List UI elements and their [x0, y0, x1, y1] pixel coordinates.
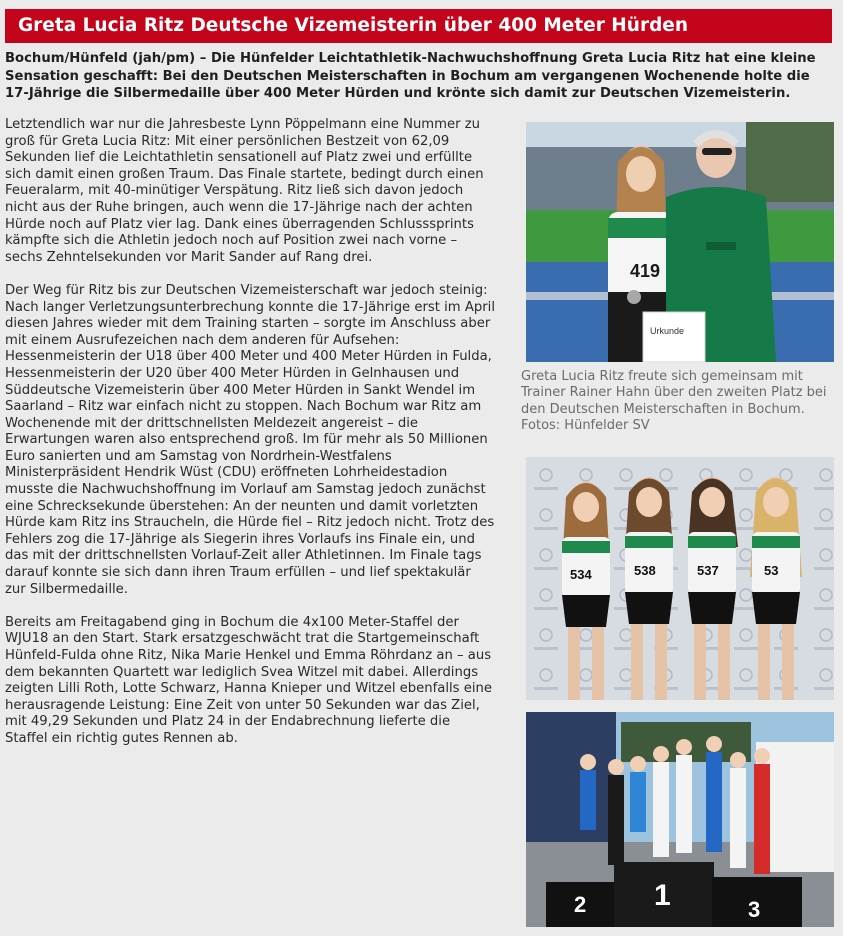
podium-place-2: 2	[574, 892, 587, 917]
certificate-label: Urkunde	[650, 326, 685, 336]
runner-3-bib: 537	[697, 563, 719, 578]
paragraph-3: Bereits am Freitagabend ging in Bochum die 4x100 Meter-Staffel der WJU18 an den Start. Stark ersatzgeschwächt trat die Startgemeinschaft Hünfeld-Fulda ohne Ritz, Nika Marie Henkel und Emma Röhrdanz an – aus dem bekannten Quartett war lediglich Svea Witzel mit dabei. Allerdings zeigten Lilli Roth, Lotte Schwarz, Hanna Knieper und Witzel ebenfalls eine herausragende Leistung: Eine Zeit von unter 50 Sekunden war das Ziel, mit 49,29 Sekunden und Platz 24 in der Endabrechnung lieferte die Staffel ein richtig gutes Rennen ab.	[5, 614, 492, 746]
photo-athlete-with-coach	[526, 122, 834, 362]
photo-relay-team	[526, 457, 834, 700]
podium-place-3: 3	[748, 897, 761, 922]
paragraph-1: Letztendlich war nur die Jahresbeste Lynn Pöppelmann eine Nummer zu groß für Greta Lucia Ritz: Mit einer persönlichen Bestzeit von 62,09 Sekunden lief die Leichtathletin sensationell auf Platz zwei und erfüllte sich damit einen großen Traum. Das Finale startete, bedingt durch einen Feueralarm, mit 40-minütiger Verspätung. Ritz ließ sich davon jedoch nicht aus der Ruhe bringen, auch wenn die 17-Jährige nach der achten Hürde noch auf Platz vier lag. Dank eines überragenden Schlusssprints kämpfte sich die Athletin jedoch noch auf Position zwei nach vorne – sechs Zehntelsekunden vor Marit Sander auf Rang drei.	[5, 117, 484, 265]
photo-caption: Greta Lucia Ritz freute sich gemeinsam mit Trainer Rainer Hahn über den zweiten Platz bei den Deutschen Meisterschaften in Bochum. Fotos: Hünfelder SV	[521, 369, 827, 433]
article-headline: Greta Lucia Ritz Deutsche Vizemeisterin über 400 Meter Hürden	[5, 9, 832, 43]
runner-1-bib: 534	[570, 567, 592, 582]
podium-place-1: 1	[654, 879, 671, 912]
paragraph-2: Der Weg für Ritz bis zur Deutschen Vizemeisterschaft war jedoch steinig: Nach langer Verletzungsunterbrechung konnte die 17-Jährige erst im April diesen Jahres wieder mit dem Training starten – sorgte im Anschluss aber mit einem Ausrufezeichen nach dem anderen für Aufsehen: Hessenmeisterin der U18 über 400 Meter und 400 Meter Hürden in Fulda, Hessenmeisterin der U20 über 400 Meter Hürden in Gelnhausen und Süddeutsche Vizemeisterin über 400 Meter Hürden in Sankt Wendel im Saarland – Ritz war einfach nicht zu stoppen. Nach Bochum war Ritz am Wochenende mit der drittschnellsten Meldezeit angereist – die Erwartungen waren also entsprechend groß. Im für mehr als 50 Millionen Euro sanierten und am Samstag von Nordrhein-Westfalens Ministerpräsident Hendrik Wüst (CDU) eröffneten Lohrheidestadion musste die Nachwuchshoffnung im Vorlauf am Samstag jedoch zunächst eine Schrecksekunde überstehen: An der neunten und damit vorletzten Hürde kam Ritz ins Straucheln, die Hürde fiel – Ritz jedoch nicht. Trotz des Fehlers zog die 17-Jährige als Siegerin ihres Vorlaufs ins Finale ein, und das mit der drittschnellsten Vorlauf-Zeit aller Athletinnen. Im Finale tags darauf konnte sie sich dann ihren Traum erfüllen – und lief spektakulär zur Silbermedaille.	[5, 282, 495, 597]
article-lead: Bochum/Hünfeld (jah/pm) – Die Hünfelder Leichtathletik-Nachwuchshoffnung Greta Lucia Ritz hat eine kleine Sensation geschafft: Bei den Deutschen Meisterschaften in Bochum am vergangenen Wochenende holte die 17-Jährige die Silbermedaille über 400 Meter Hürden und krönte sich damit zur Deutschen Vizemeisterin.	[5, 51, 816, 101]
runner-4-bib: 53	[764, 563, 779, 578]
athlete-bib: 419	[630, 261, 661, 281]
photo-podium	[526, 712, 834, 927]
article-body	[5, 117, 495, 764]
runner-2-bib: 538	[634, 563, 656, 578]
